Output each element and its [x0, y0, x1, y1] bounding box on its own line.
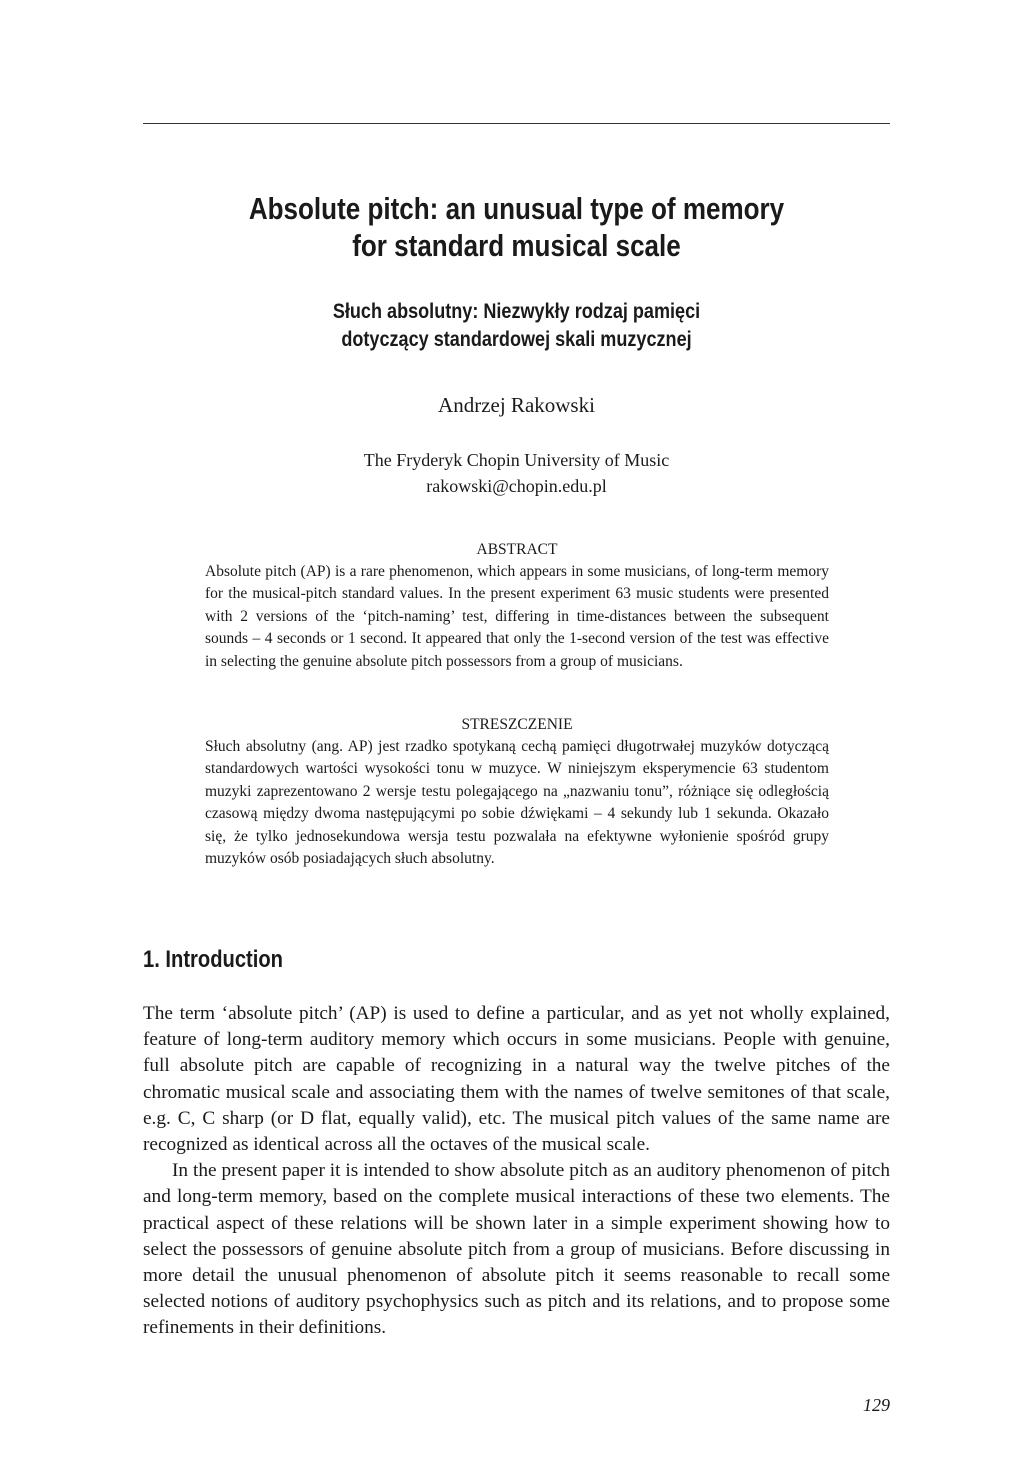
abstract-heading: ABSTRACT: [476, 541, 558, 558]
paper-subtitle: [195, 298, 837, 354]
streszczenie-text: Słuch absolutny (ang. AP) jest rzadko spotykaną cechą pamięci długotrwałej muzyków dotyczącą standardowych wartości wysokości tonu w muzyce. W niniejszym eksperymencie 63 studentom muzyki zaprezentowano 2 wersje testu polegającego na „nazwaniu tonu”, różniące się odległością czasową między dwoma następującymi po sobie dźwiękami – 4 sekundy lub 1 sekunda. Okazało się, że tylko jednosekundowa wersja testu pozwalała na efektywne wyłonienie spośród grupy muzyków osób posiadających słuch absolutny.: [205, 738, 829, 868]
paragraph-1: The term ‘absolute pitch’ (AP) is used to define a particular, and as yet not wholly explained, feature of long-term auditory memory which occurs in some musicians. People with genuine, full absolute pitch are capable of recognizing in a natural way the twelve pitches of the chromatic musical scale and associating them with the names of twelve semitones of that scale, e.g. C, C sharp (or D flat, equally valid), etc. The musical pitch values of the same name are recognized as identical across all the octaves of the musical scale.: [143, 1003, 890, 1156]
subtitle-line-1: Słuch absolutny: Niezwykły rodzaj pamięci: [332, 300, 701, 323]
author-name: Andrzej Rakowski: [438, 393, 595, 417]
introduction-body: [143, 1001, 890, 1342]
author-email[interactable]: rakowski@chopin.edu.pl: [426, 476, 607, 496]
page-number: 129: [863, 1395, 890, 1415]
subtitle-line-2: dotyczący standardowej skali muzycznej: [341, 328, 692, 351]
header-rule: [143, 123, 890, 124]
streszczenie-heading: STRESZCZENIE: [461, 716, 573, 733]
affiliation-block: [143, 447, 890, 499]
title-line-2: for standard musical scale: [352, 228, 681, 263]
section-heading: 1. Introduction: [143, 946, 283, 973]
affiliation: The Fryderyk Chopin University of Music: [363, 450, 670, 470]
paragraph-2: In the present paper it is intended to show absolute pitch as an auditory phenomenon of pitch and long-term memory, based on the complete musical interactions of these two elements. The practical aspect of these relations will be shown later in a simple experiment showing how to select the possessors of genuine absolute pitch from a group of musicians. Before discussing in more detail the unusual phenomenon of absolute pitch it seems reasonable to recall some selected notions of auditory psychophysics such as pitch and its relations, and to propose some refinements in their definitions.: [143, 1160, 890, 1339]
abstract-text: Absolute pitch (AP) is a rare phenomenon, which appears in some musicians, of long-term memory for the musical-pitch standard values. In the present experiment 63 music students were presented with 2 versions of the ‘pitch-naming’ test, differing in time-distances between the subsequent sounds – 4 seconds or 1 second. It appeared that only the 1-second version of the test was effective in selecting the genuine absolute pitch possessors from a group of musicians.: [205, 563, 829, 670]
paper-title: [203, 190, 830, 264]
title-line-1: Absolute pitch: an unusual type of memory: [248, 191, 785, 226]
